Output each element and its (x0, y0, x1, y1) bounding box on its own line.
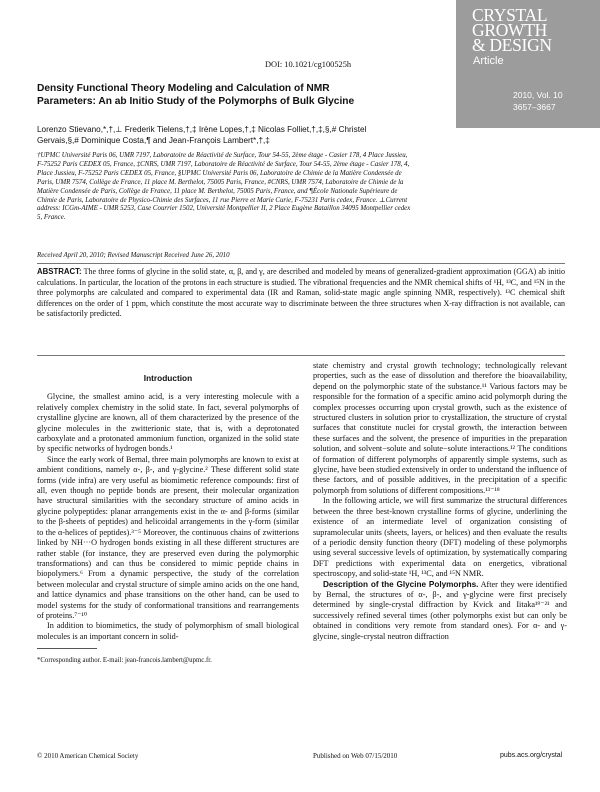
abstract-label: ABSTRACT: (37, 267, 82, 276)
subsection-heading: Description of the Glycine Polymorphs. (323, 579, 479, 589)
affiliations: †UPMC Université Paris 06, UMR 7197, Laboratoire de Réactivité de Surface, Tour 54-55, 2ème étage - Casier 178, 4 Place Jussieu, F-75252 Paris CEDEX 05, France, ‡CNRS, UMR 7197, Laboratoire de Réactivité de Surface, Tour 54-55, 2ème étage - Casier 178, 4, Place Jussieu, F-75252 Paris CEDEX 05, France, §UPMC Université Paris 06, Laboratoire de Chimie de la Matière Condensée de Paris, UMR 7574, Collège de France, 11 place M. Berthelot, 75005 Paris, France, #CNRS, UMR 7574, Laboratoire de Chimie de la Matière Condensée de Paris, Collège de France, 11 place M. Berthelot, 75005 Paris, France, and ¶École Nationale Supérieure de Chimie de Paris, Laboratoire de Physico-Chimie des Surfaces, 11 rue Pierre et Marie Curie, F-75231 Paris cedex, France. ⊥Current address: ICGm-AIME - UMR 5253, Case Courrier 1502, Université Montpellier II, 2 Place Eugène Bataillon 34095 Montpellier cedex 5, France. (37, 152, 411, 222)
article-title: Density Functional Theory Modeling and Calculation of NMR Parameters: An ab Initio Study of the Polymorphs of Bulk Glycine (37, 83, 355, 107)
corresponding-author-footnote: *Corresponding author. E-mail: jean-francois.lambert@upmc.fr. (37, 657, 212, 665)
abstract-top-rule (37, 263, 565, 264)
journal-name-line: GROWTH (472, 20, 547, 40)
abstract-bottom-rule (37, 355, 565, 356)
author-list: Lorenzo Stievano,*,†,⊥ Frederik Tielens,†,‡ Irène Lopes,†,‡ Nicolas Folliet,†,‡,§,# Christel Gervais,§,# Dominique Costa,¶ and Jean-François Lambert*,†,‡ (37, 125, 367, 145)
journal-name (472, 5, 552, 55)
section-heading-introduction: Introduction (143, 373, 193, 383)
year-volume: 2010, Vol. 10 (513, 90, 563, 100)
body-paragraph: Glycine, the smallest amino acid, is a very interesting molecule with a relatively complex chemistry in the solid state. In fact, several polymorphs of crystalline glycine are known, all of them characterized by the presence of the glycine molecules in the zwitterionic state, that is, with a deprotonated carboxylate and a protonated ammonium function, organized in the solid state by specific networks of hydrogen bonds.¹ (37, 392, 299, 454)
journal-name-line: CRYSTAL (472, 5, 548, 25)
body-paragraph: Since the early work of Bernal, three main polymorphs are known to exist at ambient conditions, namely α-, β-, and γ-glycine.² These different solid state forms (vide infra) are very useful as biomimetic reference compounds: first of all, even though no peptide bonds are present, their molecular organization have structural similarities with the secondary structure of amino acids in glycine polypeptides: planar arrangements exist in the α- and β-forms (similar to the β-sheets of peptides) and helicoidal arrangements in the γ-form (similar to the α-helices of peptides).³⁻⁵ Moreover, the continuous chains of zwitterions linked by NH···O hydrogen bonds existing in all these different structures are rather stable (for instance, they are preserved even during the polymorphic transformations) and can thus be considered to mimic peptide chains in biopolymers.⁶ From a dynamic perspective, the study of the correlation between molecular and crystal structure of simple amino acids on the one hand, and lattice dynamics and phase transitions on the other hand, can be used to model systems for the study of conformational transitions and rearrangements of proteins.⁷⁻¹⁰ (37, 454, 299, 620)
body-paragraph: state chemistry and crystal growth technology; technologically relevant properties, such as the ease of dissolution and therefore the bioavailability, depend on the polymorphic state of the substance.¹¹ Various factors may be responsible for the formation of a specific amino acid polymorph during the complex processes occurring upon crystal growth, such as the existence of structured clusters in solution prior to crystallization, the structure of crystal surfaces that constitute nuclei for crystal growth, the interaction between these surfaces and the solvent, the presence of impurities in the preparation solution, and solvent−solute and solute−solute interactions.¹² The conditions of formation of different polymorphs of apparently simple systems, such as glycine, have been studied extensively in order to understand the influence of these factors, and of possible additives, in the precipitation of a specific polymorph from solutions of different compositions.¹³⁻¹⁸ (313, 361, 567, 495)
left-column (37, 361, 299, 665)
copyright-notice: © 2010 American Chemical Society (37, 752, 139, 760)
publication-date: Published on Web 07/15/2010 (313, 752, 398, 760)
page-range: 3657–3667 (513, 101, 556, 112)
right-column (313, 361, 567, 642)
body-paragraph: In addition to biomimetics, the study of polymorphism of small biological molecules is an important concern in solid- (37, 621, 299, 641)
received-dates: Received April 20, 2010; Revised Manuscript Received June 26, 2010 (37, 252, 230, 259)
article-type-label: Article (473, 55, 504, 67)
footnote-rule (37, 648, 97, 649)
subsection-text: After they were identified by Bernal, the structures of α-, β-, and γ-glycine were first precisely determined by single-crystal diffraction by Kvick and Iitaka¹⁹⁻²¹ and successively refined several times (other polymorphs exist but can only be obtained in conditions very remote from standard ones). For α- and γ-glycine, single-crystal neutron diffraction (313, 579, 567, 641)
abstract (37, 267, 565, 320)
doi-label: DOI: 10.1021/cg100525h (265, 60, 352, 69)
abstract-text: The three forms of glycine in the solid state, α, β, and γ, are described and modeled by means of generalized-gradient approximation (GGA) ab initio calculations. In particular, the location of the protons in each structure is studied. The vibrational frequencies and the NMR chemical shifts of ¹H, ¹³C, and ¹⁵N in the three polymorphs are calculated and compared to experimental data (IR and Raman, solid-state magic angle spinning NMR, respectively). ¹³C chemical shift differences on the order of 1 ppm, which constitute the most accurate way to discriminate between the three structures when X-ray diffraction is not available, can be satisfactorily predicted. (37, 267, 565, 318)
body-paragraph: In the following article, we will first summarize the structural differences between the three best-known crystalline forms of glycine, underlining the existence of an intermediate level of organization consisting of supramolecular units (sheets, layers, or helices) and then evaluate the results of a periodic density function theory (DFT) modeling of these polymorphs using several successive levels of optimization, by systematically comparing DFT predictions with experimental data on energetics, vibrational spectroscopy, and solid-state ¹H, ¹³C, and ¹⁵N NMR. (313, 496, 567, 579)
journal-url[interactable]: pubs.acs.org/crystal (500, 752, 563, 759)
journal-name-line: & DESIGN (472, 35, 552, 55)
body-paragraph (313, 580, 567, 642)
volume-info (513, 90, 563, 113)
